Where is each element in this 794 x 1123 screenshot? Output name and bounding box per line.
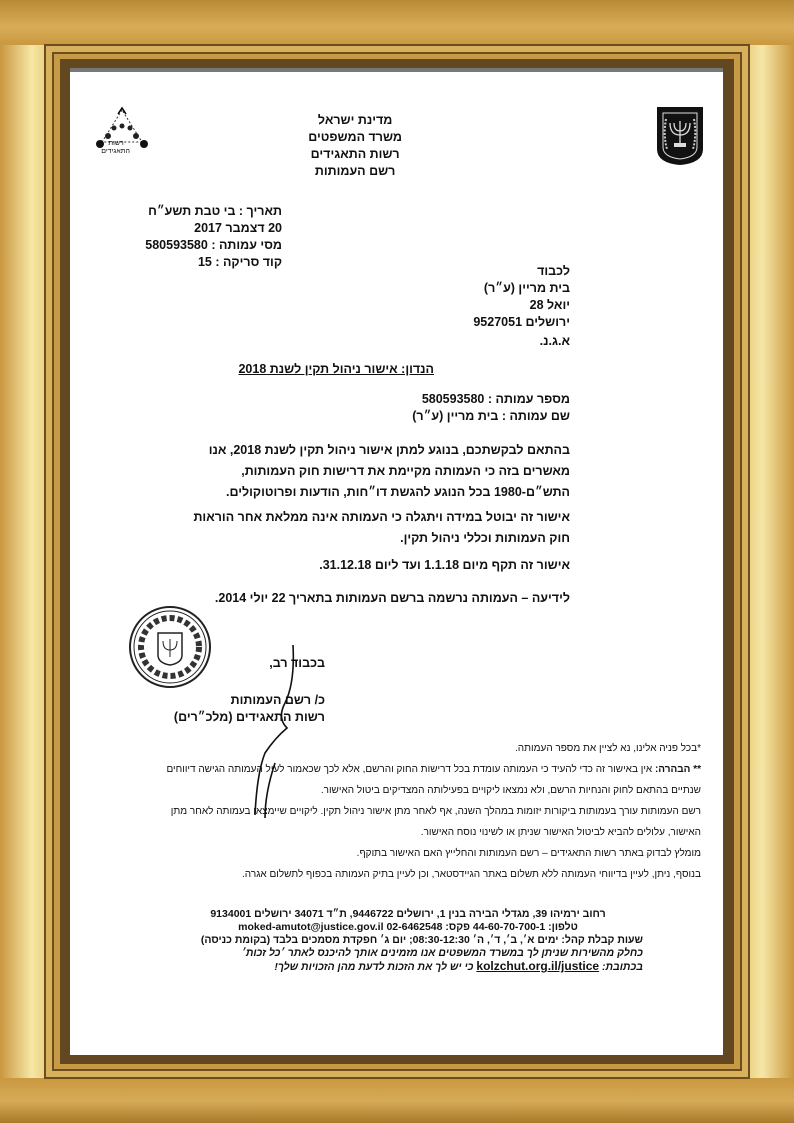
field-amuta-name: שם עמותה : בית מריין (ע״ר) — [412, 409, 570, 423]
validity-paragraph: אישור זה תקף מיום 1.1.18 ועד ליום 31.12.18. — [319, 558, 570, 572]
footnotes — [161, 738, 701, 885]
footnote: רשם העמותות עורך בעמותות ביקורות יזומות במהלך השנה, אף לאחר מתן אישור ניהול תקין. ליקויים שיימצאו בעמותה לאחר מתן האישור, עלולים להביא לביטול האישור שניתן או לשינוי נוסח האישור. — [170, 806, 701, 838]
subject-line: הנדון: אישור ניהול תקין לשנת 2018 — [238, 362, 434, 376]
footnote: בנוסף, ניתן, לעיין בדיווחי העמותה ללא תשלום באתר הגיידסטאר, וכן לעיין בתיק העמותה בכפוף לתשלום אגרה. — [242, 869, 701, 880]
recipient — [473, 263, 570, 331]
header-line: מדינת ישראל — [317, 113, 393, 127]
date-gregorian: 20 דצמבר 2017 — [194, 221, 282, 235]
salutation: א.ג.נ. — [539, 334, 570, 348]
body-paragraph: אישור זה יבוטל במידה ויתגלה כי העמותה אינה ממלאת אחר הוראות חוק העמותות וכללי ניהול תקין. — [193, 510, 570, 545]
gold-frame-bottom — [0, 1078, 794, 1123]
signer-org: רשות התאגידים (מלכ״רים) — [173, 710, 325, 724]
scan-code: קוד סריקה : 15 — [197, 255, 282, 269]
kolzchut-link[interactable]: kolzchut.org.il/justice — [476, 959, 600, 973]
document-page — [70, 68, 723, 1055]
ministry-header — [308, 112, 402, 180]
logo-text: רשות התאגידים — [101, 140, 130, 155]
footer-promo-prefix: בכתובת: — [602, 961, 643, 973]
official-stamp-icon — [128, 605, 212, 689]
signer-title: כ/ רשם העמותות — [230, 693, 325, 707]
clarification-text: אין באישור זה כדי להעיד כי העמותה עומדת בכל דרישות החוק והרשם, אלא לכך שכאמור לעיל העמותה הגישה דיווחים שנתיים בהתאם לחוק והנחיות הרשם, ולא נמצאו ליקויים בפעילותה המצדיקים ביטול האישור. — [166, 764, 701, 796]
registration-paragraph: לידיעה – העמותה נרשמה ברשם העמותות בתאריך 22 יולי 2014. — [214, 591, 570, 605]
footnote: *בכל פניה אלינו, נא לציין את מספר העמותה. — [515, 743, 701, 754]
office-footer — [173, 908, 643, 974]
closing-greeting: בכבוד רב, — [269, 656, 325, 670]
header-line: רשם העמותות — [314, 164, 396, 178]
signer-block — [174, 692, 325, 726]
gold-frame-top — [0, 0, 794, 45]
amuta-number: מסי עמותה : 580593580 — [145, 238, 282, 252]
footnote: מומלץ לבדוק באתר רשות התאגידים – רשם העמותות והחלייץ האם האישור בתוקף. — [356, 848, 701, 859]
footer-promo-suffix: כי יש לך את הזכות לדעת מהן הזכויות שלך! — [274, 961, 474, 973]
date-hebrew: תאריך : בי טבת תשע״ח — [148, 204, 282, 218]
header-line: רשות התאגידים — [310, 147, 400, 161]
state-emblem-icon — [655, 105, 705, 167]
footer-contact: טלפון: 44-60-70-700-1 פקס: 02-6462548 moked-amutot@justice.gov.il — [238, 921, 578, 933]
clarification-label: ** הבהרה: — [654, 764, 701, 775]
footer-promo: כחלק מהשירות שניתן לך במשרד המשפטים אנו מזמינים אותך להיכנס לאתר ׳כל זכות׳ — [241, 947, 643, 959]
recipient-line: יואל 28 — [529, 298, 570, 312]
document-meta — [145, 203, 282, 271]
recipient-line: לכבוד — [537, 264, 570, 278]
amuta-fields — [412, 391, 570, 425]
header-line: משרד המשפטים — [308, 130, 402, 144]
footer-hours: שעות קבלת קהל: ימים א׳, ב׳, ד׳, ה׳ 08:30-12:30; יום ג׳ חפקדת מסמכים בלבד (בקומת כניסה) — [200, 934, 643, 946]
body-paragraph: בהתאם לבקשתכם, בנוגע למתן אישור ניהול תקין לשנת 2018, אנו מאשרים בזה כי העמותה מקיימת את דרישות חוק העמותות, התש״ם-1980 בכל הנוגע להגשת דו״חות, הודעות ופרוטוקולים. — [208, 443, 570, 499]
field-amuta-number: מספר עמותה : 580593580 — [421, 392, 570, 406]
footnote-clarification — [161, 759, 701, 801]
recipient-line: בית מריין (ע״ר) — [483, 281, 570, 295]
scan-edge — [70, 68, 723, 72]
recipient-line: ירושלים 9527051 — [473, 315, 570, 329]
footer-address: רחוב ירמיהו 39, מגדלי הבירה בנין 1, ירושלים 9446722, ת״ד 34071 ירושלים 9134001 — [210, 908, 606, 920]
